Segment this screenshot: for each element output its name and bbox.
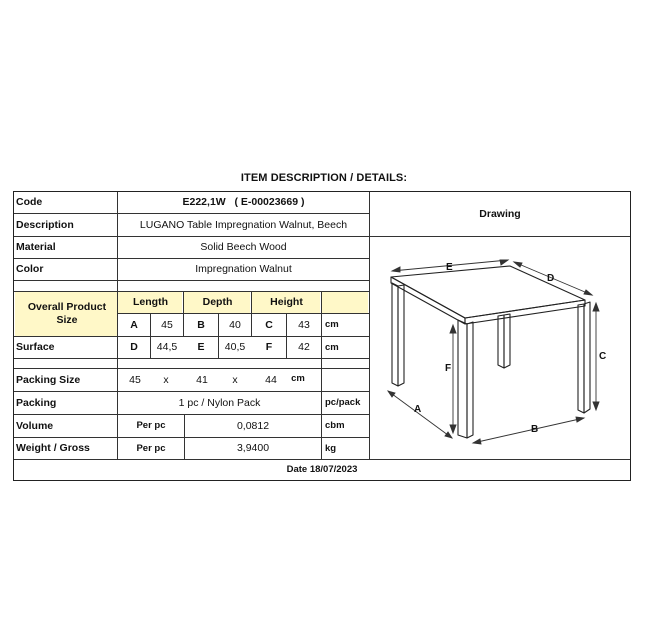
dim-e-label: E xyxy=(197,341,205,354)
packing-size-unit: cm xyxy=(291,373,305,385)
drawing-label-d: D xyxy=(547,273,555,284)
packing-size-label: Packing Size xyxy=(16,373,81,386)
drawing-label-f: F xyxy=(445,363,452,374)
dim-arrow-f1 xyxy=(450,325,456,333)
dim-arrow-e1 xyxy=(392,267,400,272)
leg-back xyxy=(498,315,504,368)
material-label: Material xyxy=(16,241,56,254)
packing-size-width: 41 xyxy=(196,373,208,386)
leg-front xyxy=(458,320,467,438)
leg-right-side xyxy=(584,302,590,413)
description-value: LUGANO Table Impregnation Walnut, Beech xyxy=(139,218,348,231)
code-label: Code xyxy=(16,196,43,209)
dim-arrow-e2 xyxy=(500,260,508,265)
length-header: Length xyxy=(133,296,168,309)
drawing-label-b: B xyxy=(531,424,539,435)
leg-left-side xyxy=(398,285,404,386)
volume-value: 0,0812 xyxy=(236,419,270,432)
dim-arrow-b2 xyxy=(576,417,584,422)
packing-size-length: 45 xyxy=(129,373,141,386)
packing-size-height: 44 xyxy=(265,373,277,386)
leg-front-side xyxy=(467,322,473,438)
row-line-8 xyxy=(14,358,370,359)
table-top-right-edge xyxy=(465,300,585,324)
drawing-label: Drawing xyxy=(479,207,521,220)
leg-back-side xyxy=(504,314,510,368)
table-top-front-edge xyxy=(391,277,465,324)
weight-label: Weight / Gross xyxy=(16,442,90,455)
dim-arrow-b1 xyxy=(473,439,481,444)
row-line-4 xyxy=(14,280,370,281)
dim-d-value: 44,5 xyxy=(156,341,178,354)
drawing-label-c: C xyxy=(599,351,607,362)
color-label: Color xyxy=(16,263,44,276)
packing-unit: pc/pack xyxy=(325,397,361,409)
dim-d-label: D xyxy=(130,341,138,354)
overall-size-label: Overall Product Size xyxy=(27,300,107,326)
dim-line-b xyxy=(473,418,584,443)
weight-value: 3,9400 xyxy=(236,442,270,455)
volume-per: Per pc xyxy=(136,420,166,432)
dim-e-value: 40,5 xyxy=(224,341,246,354)
dim-arrow-c2 xyxy=(593,402,599,410)
dim-a-value: 45 xyxy=(161,318,173,331)
date-label: Date 18/07/2023 xyxy=(286,464,358,476)
surface-unit: cm xyxy=(325,341,339,353)
drawing-label-a: A xyxy=(414,404,422,415)
weight-per: Per pc xyxy=(136,442,166,454)
sheet-title: ITEM DESCRIPTION / DETAILS: xyxy=(240,172,408,184)
depth-header: Depth xyxy=(202,296,233,309)
packing-size-x2: x xyxy=(232,373,238,386)
leg-left xyxy=(392,283,398,386)
volume-unit: cbm xyxy=(325,420,345,432)
packing-value: 1 pc / Nylon Pack xyxy=(178,396,261,409)
table-drawing xyxy=(370,255,620,450)
dim-c-label: C xyxy=(265,318,273,331)
description-label: Description xyxy=(16,218,74,231)
dim-a-label: A xyxy=(130,318,138,331)
dim-arrow-c1 xyxy=(593,303,599,311)
dim-arrow-f2 xyxy=(450,425,456,433)
dim-arrow-a1 xyxy=(388,391,395,397)
leg-right xyxy=(578,304,584,413)
dim-arrow-d2 xyxy=(584,290,592,295)
overall-unit: cm xyxy=(325,319,339,331)
divider-unit-col xyxy=(321,291,322,459)
drawing-label-e: E xyxy=(446,262,453,273)
dim-b-label: B xyxy=(197,318,205,331)
dim-arrow-a2 xyxy=(445,432,452,438)
surface-label: Surface xyxy=(16,341,55,354)
weight-unit: kg xyxy=(325,442,337,454)
color-value: Impregnation Walnut xyxy=(195,263,292,276)
dim-f-label: F xyxy=(265,341,273,354)
packing-size-x1: x xyxy=(163,373,169,386)
dim-arrow-d1 xyxy=(514,262,522,267)
code-value: E222,1W ( E-00023669 ) xyxy=(182,196,305,209)
dim-b-value: 40 xyxy=(229,318,241,331)
height-header: Height xyxy=(270,296,303,309)
unit-header-highlight xyxy=(322,291,368,313)
volume-label: Volume xyxy=(16,419,54,432)
packing-label: Packing xyxy=(16,396,57,409)
dim-c-value: 43 xyxy=(298,318,310,331)
dim-f-value: 42 xyxy=(298,341,310,354)
material-value: Solid Beech Wood xyxy=(200,241,287,254)
